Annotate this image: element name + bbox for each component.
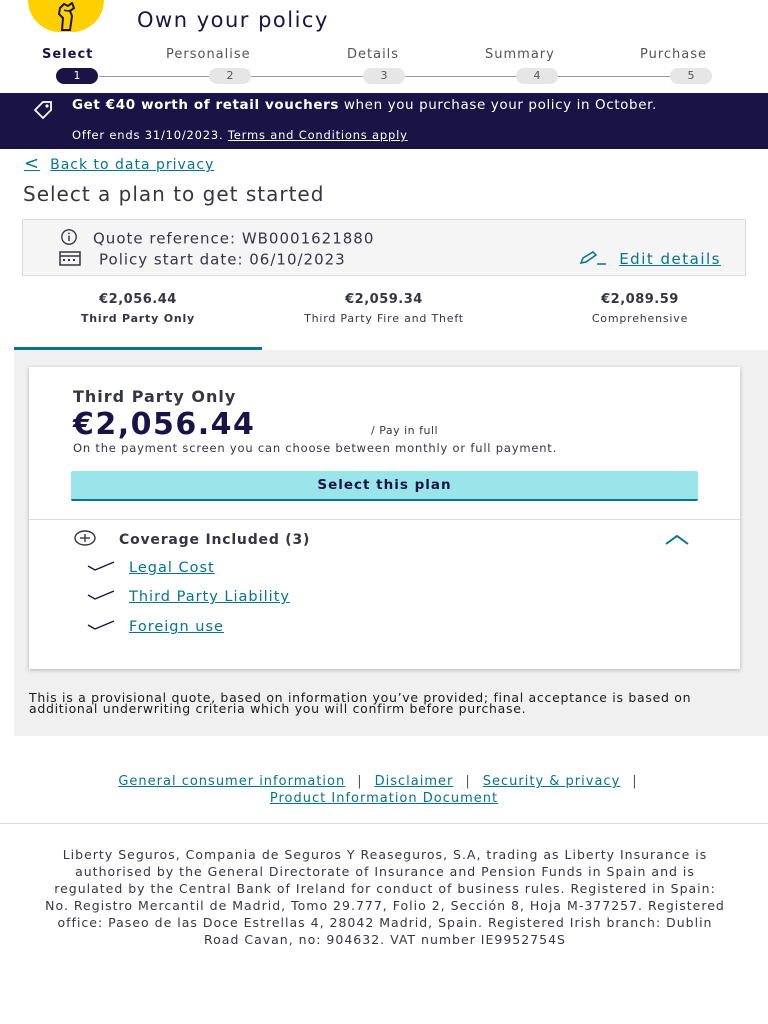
coverage-item-legal-cost [87, 560, 215, 576]
tab-price: €2,059.34 [345, 292, 423, 307]
tab-third-party-fire-theft[interactable] [278, 292, 490, 327]
quote-reference-row [59, 228, 374, 250]
check-icon [87, 560, 115, 576]
tab-price: €2,089.59 [601, 292, 679, 307]
info-icon [59, 228, 79, 250]
pencil-icon [579, 251, 607, 269]
terms-link[interactable]: Terms and Conditions apply [227, 128, 408, 142]
step-label-select: Select [42, 47, 94, 62]
coverage-item-foreign-use [87, 619, 224, 635]
footer-separator: | [632, 774, 638, 789]
coverage-header[interactable] [73, 530, 310, 550]
step-dot-5: 5 [670, 68, 712, 84]
step-dot-3: 3 [363, 68, 405, 84]
step-dot-1: 1 [56, 68, 98, 84]
check-icon [87, 589, 115, 605]
footer-links [0, 773, 768, 807]
step-label-personalise: Personalise [166, 47, 251, 62]
plus-circle-icon [73, 530, 97, 550]
policy-start-row [59, 250, 346, 270]
page-title: Select a plan to get started [23, 182, 325, 206]
step-dot-4: 4 [516, 68, 558, 84]
promo-offer-text: Offer ends 31/10/2023. [72, 128, 228, 142]
footer-link-product-info[interactable]: Product Information Document [269, 791, 499, 806]
provisional-quote-note: This is a provisional quote, based on information you’ve provided; final acceptance is based on additional underwriting criteria which you will confirm before purchase. [29, 690, 692, 716]
quote-info-box [22, 219, 746, 276]
promo-text [72, 98, 742, 112]
progress-stepper [0, 38, 768, 93]
footer-link-disclaimer[interactable]: Disclaimer [374, 774, 454, 789]
plan-price: €2,056.44 [73, 407, 256, 442]
liberty-logo[interactable] [28, 0, 104, 32]
plan-card [29, 367, 740, 669]
header-title: Own your policy [137, 8, 329, 32]
policy-start-date: Policy start date: 06/10/2023 [99, 250, 346, 269]
footer-link-consumer-info[interactable]: General consumer information [118, 774, 346, 789]
card-divider [29, 519, 740, 520]
step-label-purchase: Purchase [640, 47, 708, 62]
footer-separator: | [465, 774, 471, 789]
footer-divider [0, 823, 768, 824]
footer-link-security-privacy[interactable]: Security & privacy [482, 774, 621, 789]
legal-text: Liberty Seguros, Compania de Seguros Y Reaseguros, S.A, trading as Liberty Insurance is authorised by the General Directorate of Insurance and Pension Funds in Spain and is regulated by the Central Bank of Ireland for conduct of business rules. Registered in Spain: No. Registro Mercantil de Madrid, Tomo 29.777, Folio 2, Sección 8, Hoja M-377257. Registered office: Paseo de las Doce Estrellas 4, 28042 Madrid, Spain. Registered Irish branch: Dublin Road Cavan, no: 904632. VAT number IE9952754S [45, 847, 725, 947]
edit-details-link[interactable] [579, 250, 721, 269]
promo-rest: when you purchase your policy in October. [338, 97, 657, 113]
chevron-left-icon: < [24, 153, 41, 174]
calendar-icon [59, 250, 79, 270]
promo-bold: Get €40 worth of retail vouchers [72, 97, 339, 113]
quote-reference: Quote reference: WB0001621880 [93, 229, 375, 248]
edit-details-label: Edit details [619, 250, 721, 268]
coverage-link[interactable]: Legal Cost [129, 560, 215, 576]
tab-comprehensive[interactable] [530, 292, 750, 327]
chevron-up-icon[interactable] [664, 527, 690, 552]
select-plan-button[interactable]: Select this plan [71, 471, 698, 501]
coverage-link[interactable]: Foreign use [129, 619, 224, 635]
back-link[interactable] [24, 153, 214, 174]
step-label-summary: Summary [485, 47, 555, 62]
check-icon [87, 619, 115, 635]
step-label-details: Details [347, 47, 400, 62]
coverage-item-third-party-liability [87, 589, 290, 605]
back-link-label: Back to data privacy [50, 157, 215, 173]
tab-name: Third Party Fire and Theft [304, 312, 464, 325]
app-header [0, 0, 768, 38]
payment-note: On the payment screen you can choose between monthly or full payment. [73, 441, 558, 455]
tag-icon [32, 100, 54, 124]
footer-separator: | [357, 774, 363, 789]
coverage-title: Coverage Included (3) [119, 532, 311, 548]
pay-in-full-label: / Pay in full [371, 424, 439, 437]
tab-name: Third Party Only [80, 312, 196, 325]
coverage-link[interactable]: Third Party Liability [129, 589, 290, 605]
tab-name: Comprehensive [591, 312, 689, 325]
tab-price: €2,056.44 [99, 292, 177, 307]
tab-third-party-only[interactable] [14, 292, 262, 327]
promo-banner [0, 93, 768, 149]
step-dot-2: 2 [209, 68, 251, 84]
plan-title: Third Party Only [73, 387, 237, 406]
promo-offer [72, 128, 408, 142]
